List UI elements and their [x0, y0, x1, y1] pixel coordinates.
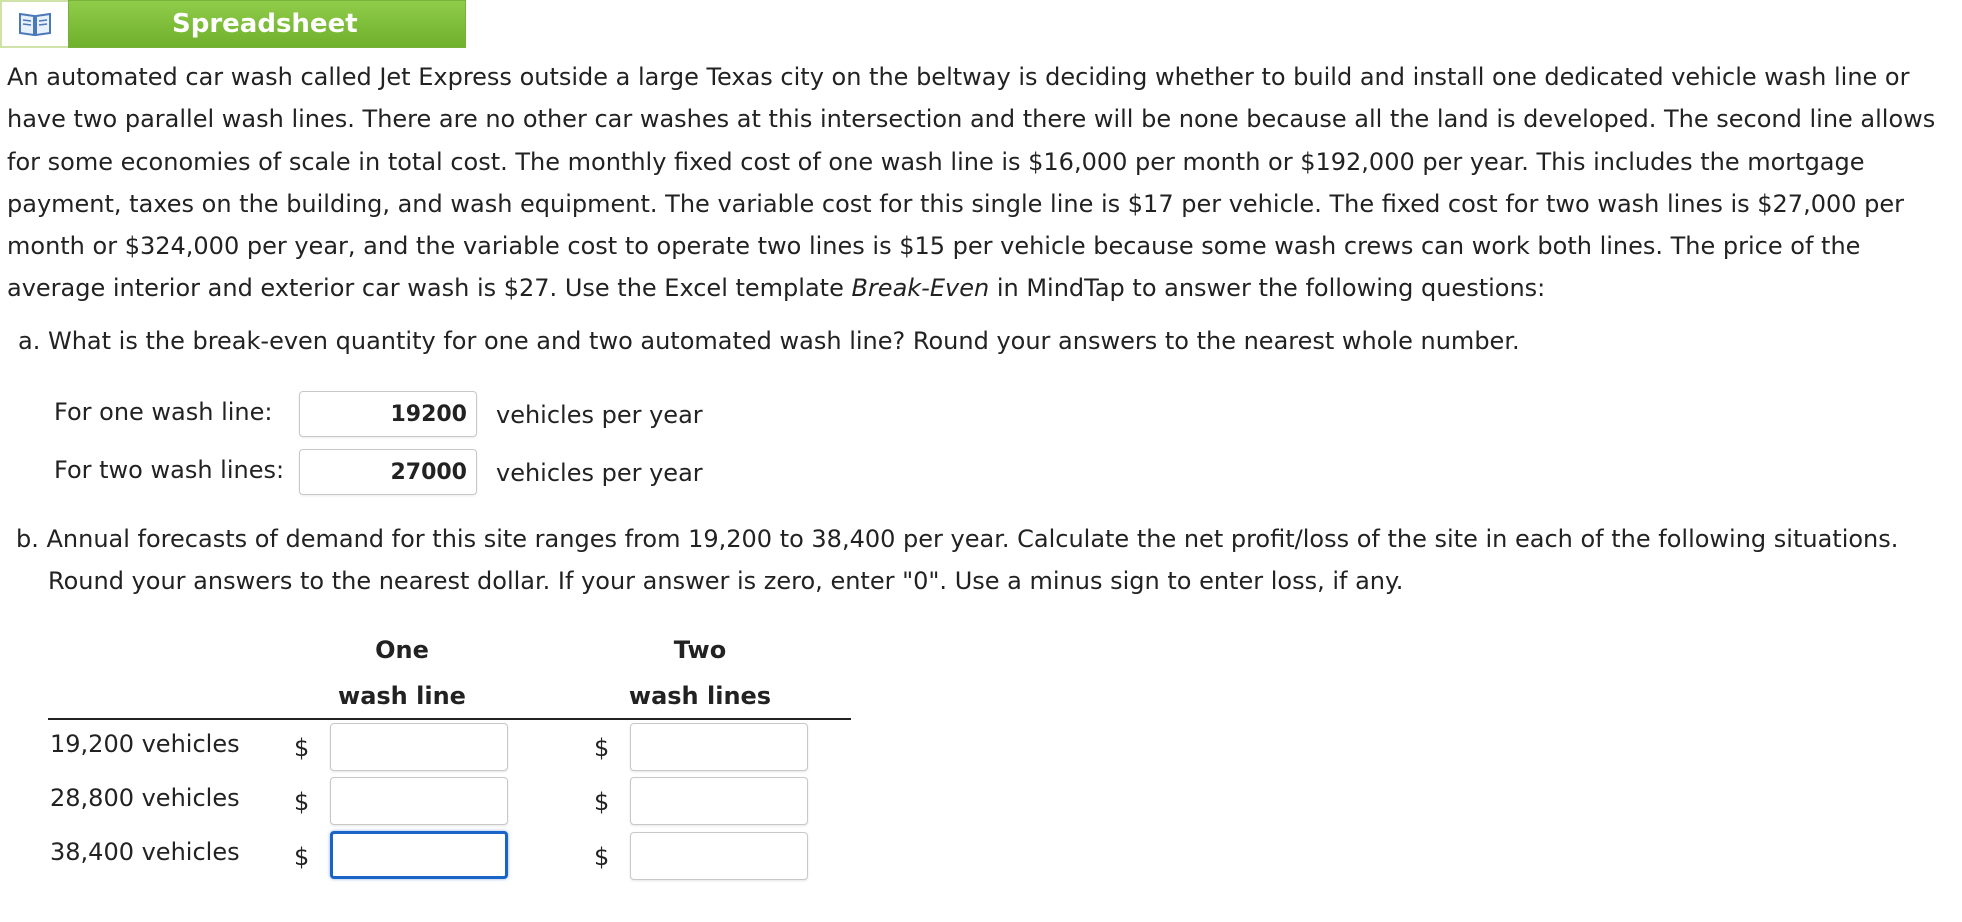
part-b-question — [16, 518, 1956, 602]
spreadsheet-tab[interactable] — [0, 0, 466, 48]
profit-one-line-19200-input[interactable] — [330, 723, 508, 771]
column-header-line: wash lines — [628, 682, 772, 710]
profit-two-lines-28800-input[interactable] — [630, 777, 808, 825]
dollar-sign: $ — [294, 734, 310, 762]
profit-one-line-38400-input[interactable] — [330, 831, 508, 879]
part-a-question: a. What is the break-even quantity for one and two automated wash line? Round your answers to the nearest whole number. — [18, 327, 1520, 355]
two-lines-label: For two wash lines: — [54, 456, 285, 484]
table-header-divider — [48, 718, 851, 720]
part-b-line: Round your answers to the nearest dollar. If your answer is zero, enter "0". Use a minus sign to enter loss, if any. — [48, 567, 1404, 595]
dollar-sign: $ — [294, 843, 310, 871]
one-line-unit: vehicles per year — [496, 401, 703, 429]
profit-one-line-28800-input[interactable] — [330, 777, 508, 825]
problem-line: An automated car wash called Jet Express outside a large Texas city on the beltway is deciding whether to build and install one dedicated vehicle wash line or — [7, 63, 1910, 91]
one-line-label: For one wash line: — [54, 398, 273, 426]
book-icon — [0, 0, 68, 48]
table-row-label: 38,400 vehicles — [50, 838, 240, 866]
profit-two-lines-19200-input[interactable] — [630, 723, 808, 771]
table-row-label: 19,200 vehicles — [50, 730, 240, 758]
column-header-line: One — [375, 636, 429, 664]
two-lines-breakeven-input[interactable]: 27000 — [299, 449, 477, 495]
dollar-sign: $ — [594, 788, 610, 816]
column-header-two-lines — [600, 627, 800, 719]
problem-line: month or $324,000 per year, and the variable cost to operate two lines is $15 per vehicle because some wash crews can work both lines. The price of the — [7, 232, 1861, 261]
problem-line: for some economies of scale in total cost. The monthly fixed cost of one wash line is $16,000 per month or $192,000 per year. This includes the mortgage — [7, 147, 1865, 176]
problem-text — [7, 56, 1959, 310]
problem-line — [7, 267, 1959, 309]
part-b-line: b. Annual forecasts of demand for this site ranges from 19,200 to 38,400 per year. Calculate the net profit/loss of the site in each of the following situations. — [16, 525, 1899, 553]
profit-two-lines-38400-input[interactable] — [630, 832, 808, 880]
problem-text-segment: in MindTap to answer the following questions: — [989, 274, 1546, 303]
problem-line: have two parallel wash lines. There are no other car washes at this intersection and there will be none because all the land is developed. The second line allows — [7, 105, 1936, 134]
spreadsheet-tab-label[interactable]: Spreadsheet — [68, 0, 466, 48]
column-header-one-line — [302, 627, 502, 719]
two-lines-unit: vehicles per year — [496, 459, 703, 487]
dollar-sign: $ — [594, 734, 610, 762]
template-name: Break-Even — [851, 274, 990, 303]
one-line-breakeven-input[interactable]: 19200 — [299, 391, 477, 437]
table-row-label: 28,800 vehicles — [50, 784, 240, 812]
problem-line: payment, taxes on the building, and wash equipment. The variable cost for this single line is $17 per vehicle. The fixed cost for two wash lines is $27,000 per — [7, 189, 1904, 218]
dollar-sign: $ — [594, 843, 610, 871]
dollar-sign: $ — [294, 788, 310, 816]
column-header-line: wash line — [338, 682, 466, 710]
column-header-line: Two — [673, 636, 727, 664]
problem-text-segment: average interior and exterior car wash is $27. Use the Excel template — [7, 274, 852, 303]
